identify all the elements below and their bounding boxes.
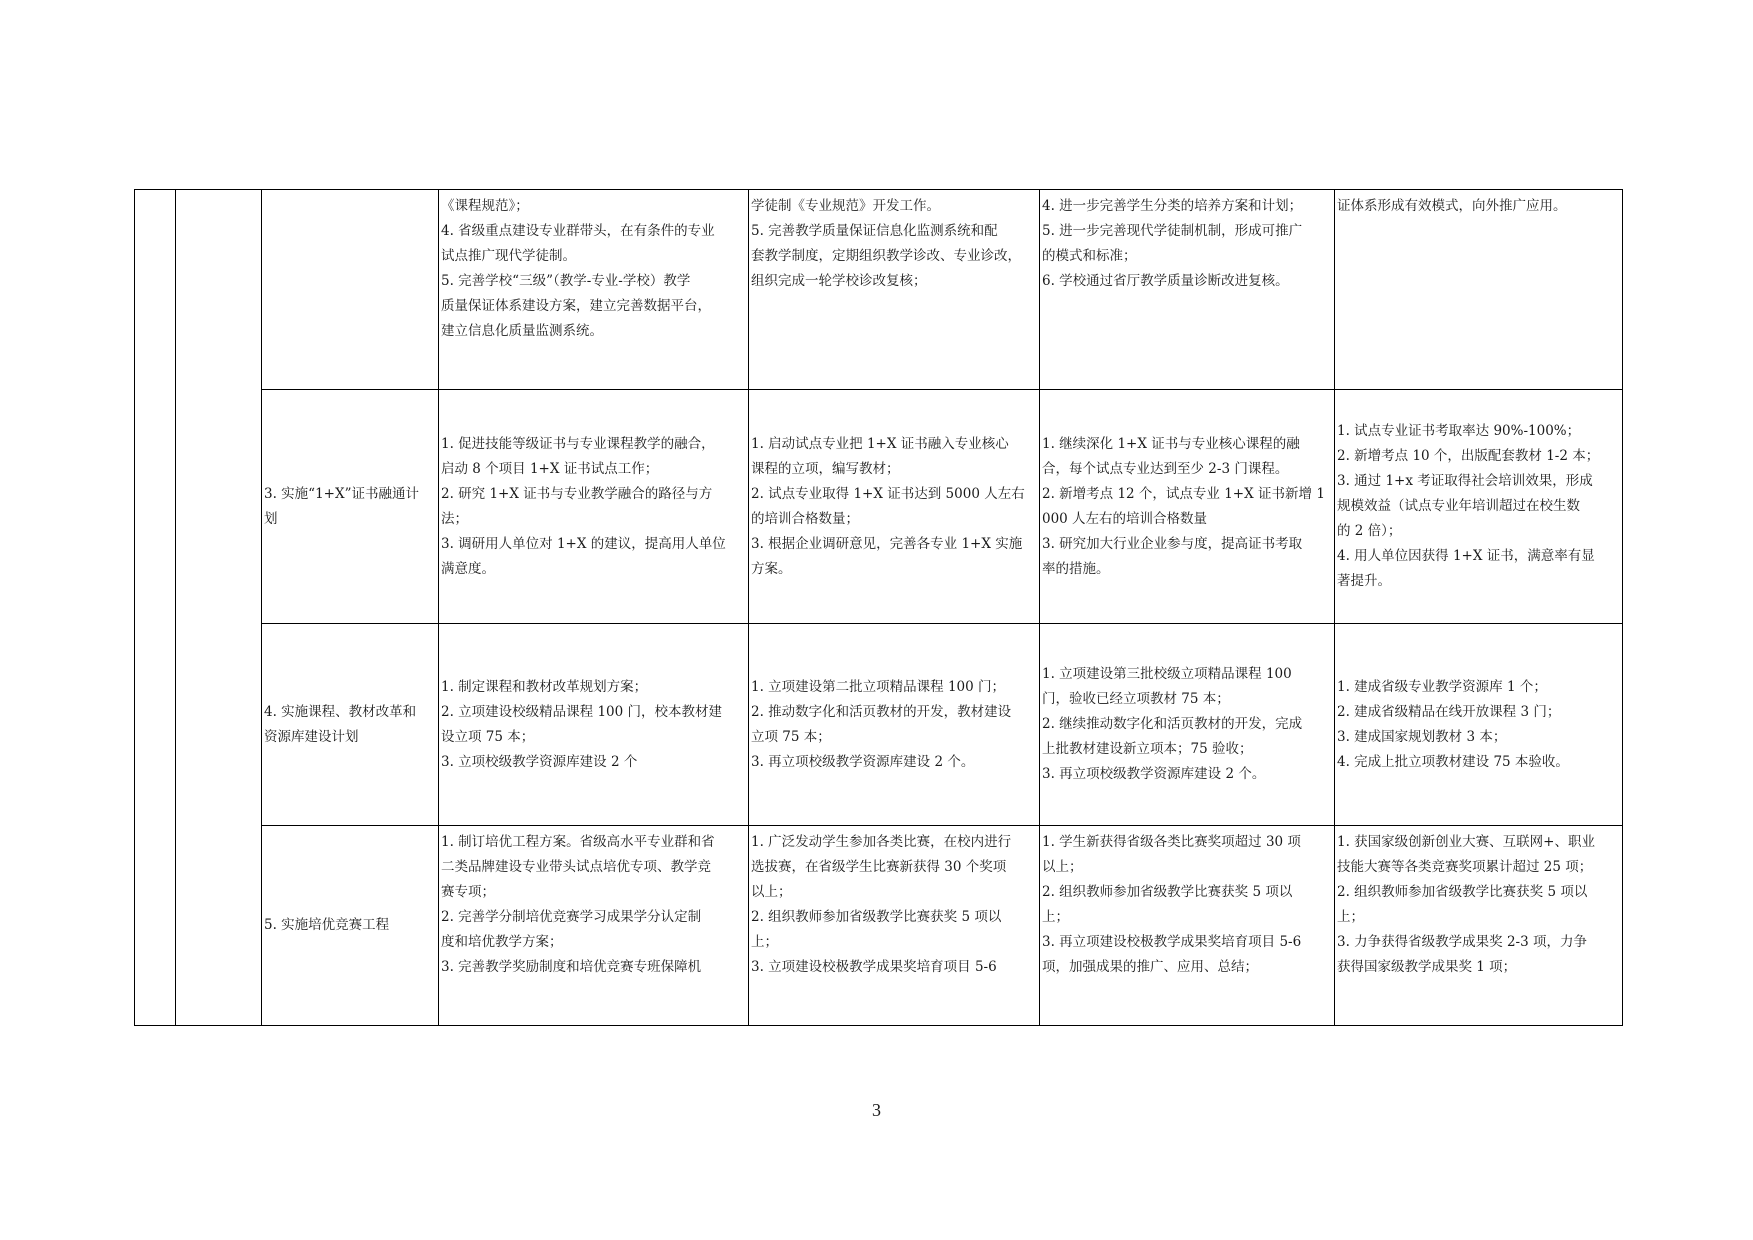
target-cell — [1335, 390, 1622, 623]
cell-line: 2. 组织教师参加省级教学比赛获奖 5 项以 — [1042, 884, 1293, 900]
cell-line: 课程的立项，编写教材； — [751, 460, 900, 477]
cell-line: 2. 立项建设校级精品课程 100 门，校本教材建 — [441, 703, 723, 720]
cell-line: 4. 用人单位因获得 1+X 证书，满意率有显 — [1337, 548, 1595, 564]
cell-line: 上； — [1042, 909, 1069, 925]
stage2-cell — [749, 190, 1039, 389]
cell-line: 3. 根据企业调研意见，完善各专业 1+X 实施 — [751, 535, 1023, 552]
cell-line: 4. 省级重点建设专业群带头，在有条件的专业 — [441, 223, 715, 239]
cell-line: 5. 进一步完善现代学徒制机制，形成可推广 — [1042, 223, 1303, 239]
cell-line: 2. 新增考点 12 个，试点专业 1+X 证书新增 1 — [1042, 485, 1325, 502]
stage1-cell — [439, 190, 748, 389]
cell-line: 获得国家级教学成果奖 1 项； — [1337, 959, 1517, 975]
cell-line: 2. 完善学分制培优竞赛学习成果学分认定制 — [441, 909, 702, 925]
cell-line: 3. 完善教学奖励制度和培优竞赛专班保障机 — [441, 959, 702, 975]
cell-line: 3. 再立项校级教学资源库建设 2 个。 — [1042, 766, 1266, 782]
cell-line: 度和培优教学方案； — [441, 934, 563, 950]
cell-line: 方案。 — [751, 560, 792, 577]
cell-line: 1. 促进技能等级证书与专业课程教学的融合， — [441, 435, 715, 452]
cell-line: 3. 再立项校级教学资源库建设 2 个。 — [751, 753, 975, 770]
cell-line: 000 人左右的培训合格数量 — [1042, 510, 1208, 527]
cell-line: 3. 研究加大行业企业参与度，提高证书考取 — [1042, 535, 1303, 552]
cell-line: 上； — [751, 934, 778, 950]
cell-line: 1. 试点专业证书考取率达 90%-100%； — [1337, 423, 1581, 439]
cell-line: 3. 立项校级教学资源库建设 2 个 — [441, 753, 638, 770]
cell-line: 合，每个试点专业达到至少 2-3 门课程。 — [1042, 460, 1289, 477]
cell-line: 1. 建成省级专业教学资源库 1 个； — [1337, 678, 1547, 695]
page-number: 3 — [872, 1100, 881, 1120]
cell-line: 以上； — [1042, 859, 1083, 875]
stage1-cell — [439, 390, 748, 623]
cell-line: 的培训合格数量； — [751, 510, 859, 527]
column-divider — [175, 189, 176, 1026]
stage3-cell — [1040, 624, 1334, 825]
stage2-cell — [749, 826, 1039, 1025]
cell-line: 1. 制订培优工程方案。省级高水平专业群和省 — [441, 834, 715, 850]
cell-line: 套教学制度，定期组织教学诊改、专业诊改， — [751, 248, 1021, 264]
stage2-cell — [749, 624, 1039, 825]
cell-line: 门，验收已经立项教材 75 本； — [1042, 691, 1230, 707]
target-cell — [1335, 826, 1622, 1025]
cell-line: 6. 学校通过省厅教学质量诊断改进复核。 — [1042, 273, 1289, 289]
task-cell — [262, 190, 438, 389]
target-cell — [1335, 624, 1622, 825]
cell-line: 证体系形成有效模式，向外推广应用。 — [1337, 198, 1567, 214]
cell-line: 1. 立项建设第三批校级立项精品课程 100 — [1042, 666, 1292, 682]
cell-line: 3. 力争获得省级教学成果奖 2-3 项，力争 — [1337, 934, 1587, 950]
cell-line: 5. 完善教学质量保证信息化监测系统和配 — [751, 223, 998, 239]
cell-line: 1. 学生新获得省级各类比赛奖项超过 30 项 — [1042, 834, 1301, 850]
stage1-cell — [439, 826, 748, 1025]
cell-line: 1. 制定课程和教材改革规划方案； — [441, 678, 648, 695]
cell-line: 学徒制《专业规范》开发工作。 — [751, 198, 940, 214]
cell-line: 二类品牌建设专业带头试点培优专项、教学竞 — [441, 859, 711, 875]
cell-line: 1. 立项建设第二批立项精品课程 100 门； — [751, 678, 1006, 695]
task-title-line: 资源库建设计划 — [264, 728, 359, 745]
cell-line: 3. 再立项建设校极教学成果奖培育项目 5-6 — [1042, 934, 1302, 950]
cell-line: 2. 试点专业取得 1+X 证书达到 5000 人左右 — [751, 485, 1025, 502]
cell-line: 的模式和标准； — [1042, 248, 1137, 264]
cell-line: 2. 组织教师参加省级教学比赛获奖 5 项以 — [1337, 884, 1588, 900]
cell-line: 规模效益（试点专业年培训超过在校生数 — [1337, 498, 1580, 514]
task-cell — [262, 624, 438, 825]
cell-line: 以上； — [751, 884, 792, 900]
cell-line: 启动 8 个项目 1+X 证书试点工作； — [441, 460, 659, 477]
stage1-cell — [439, 624, 748, 825]
cell-line: 4. 进一步完善学生分类的培养方案和计划； — [1042, 198, 1303, 214]
cell-line: 1. 获国家级创新创业大赛、互联网+、职业 — [1337, 834, 1595, 850]
task-title-line: 4. 实施课程、教材改革和 — [264, 703, 417, 720]
stage3-cell — [1040, 390, 1334, 623]
cell-line: 的 2 倍）； — [1337, 523, 1402, 539]
cell-line: 2. 组织教师参加省级教学比赛获奖 5 项以 — [751, 909, 1002, 925]
cell-line: 质量保证体系建设方案，建立完善数据平台， — [441, 298, 711, 314]
cell-line: 设立项 75 本； — [441, 728, 535, 745]
task-cell — [262, 390, 438, 623]
cell-line: 立项 75 本； — [751, 728, 831, 745]
cell-line: 上批教材建设新立项本；75 验收； — [1042, 741, 1253, 757]
cell-line: 著提升。 — [1337, 573, 1391, 589]
cell-line: 3. 通过 1+x 考证取得社会培训效果，形成 — [1337, 473, 1593, 489]
cell-line: 上； — [1337, 909, 1364, 925]
stage3-cell — [1040, 826, 1334, 1025]
task-title-line: 5. 实施培优竞赛工程 — [264, 917, 390, 933]
cell-line: 技能大赛等各类竞赛奖项累计超过 25 项； — [1337, 859, 1593, 875]
cell-line: 3. 调研用人单位对 1+X 的建议，提高用人单位 — [441, 535, 726, 552]
cell-line: 1. 启动试点专业把 1+X 证书融入专业核心 — [751, 435, 1009, 452]
cell-line: 建立信息化质量监测系统。 — [441, 323, 603, 339]
cell-line: 率的措施。 — [1042, 560, 1110, 577]
task-title-line: 划 — [264, 510, 278, 527]
cell-line: 法； — [441, 510, 468, 527]
cell-line: 2. 研究 1+X 证书与专业教学融合的路径与方 — [441, 485, 713, 502]
cell-line: 4. 完成上批立项教材建设 75 本验收。 — [1337, 753, 1569, 770]
cell-line: 组织完成一轮学校诊改复核； — [751, 273, 927, 289]
cell-line: 3. 建成国家规划教材 3 本； — [1337, 728, 1507, 745]
cell-line: 5. 完善学校“三级”（教学-专业-学校）教学 — [441, 273, 691, 289]
task-cell — [262, 826, 438, 1025]
cell-line: 1. 继续深化 1+X 证书与专业核心课程的融 — [1042, 435, 1300, 452]
table-border-bottom — [134, 1025, 1623, 1026]
table-border-right — [1622, 189, 1623, 1026]
cell-line: 3. 立项建设校极教学成果奖培育项目 5-6 — [751, 959, 997, 975]
cell-line: 赛专项； — [441, 884, 495, 900]
cell-line: 《课程规范》； — [441, 198, 529, 214]
table-border-left — [134, 189, 135, 1026]
cell-line: 1. 广泛发动学生参加各类比赛，在校内进行 — [751, 834, 1012, 850]
cell-line: 项，加强成果的推广、应用、总结； — [1042, 959, 1258, 975]
target-cell — [1335, 190, 1622, 389]
cell-line: 2. 继续推动数字化和活页教材的开发，完成 — [1042, 716, 1303, 732]
cell-line: 2. 新增考点 10 个，出版配套教材 1-2 本； — [1337, 448, 1600, 464]
task-title-line: 3. 实施“1+X”证书融通计 — [264, 485, 419, 502]
cell-line: 满意度。 — [441, 560, 495, 577]
cell-line: 2. 推动数字化和活页教材的开发，教材建设 — [751, 703, 1012, 720]
stage3-cell — [1040, 190, 1334, 389]
cell-line: 选拔赛，在省级学生比赛新获得 30 个奖项 — [751, 859, 1007, 875]
stage2-cell — [749, 390, 1039, 623]
cell-line: 试点推广现代学徒制。 — [441, 248, 576, 264]
cell-line: 2. 建成省级精品在线开放课程 3 门； — [1337, 703, 1561, 720]
